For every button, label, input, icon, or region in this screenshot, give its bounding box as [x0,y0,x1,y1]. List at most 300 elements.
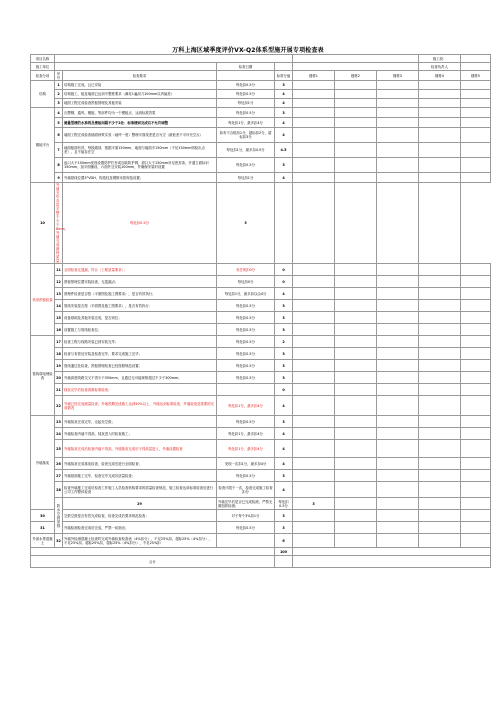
row-score: 0 [275,264,293,276]
building-score-cell[interactable] [461,81,491,90]
table-row [31,384,491,396]
building-score-cell[interactable] [293,348,335,360]
row-requirement: 外墙外检测混凝土检查时完成外墙检查检查表（4%扣分），不足25%扣，超标25%（4%扣分），不足25%扣，超标25%扣，超标25%（4%扣分），不足25%扣 [63,534,217,548]
building-score-cell[interactable] [377,416,419,428]
building-score-cell[interactable] [293,312,335,324]
row-seq: 29 [63,498,217,510]
construction-section-label: 施工段： [419,55,461,63]
building-score-cell[interactable] [335,108,377,118]
building-score-cell[interactable] [419,173,461,183]
building-score-cell[interactable] [335,128,377,143]
building-score-cell[interactable] [293,288,335,300]
building-score-cell[interactable] [275,183,293,264]
building-score-cell[interactable] [335,90,377,99]
building-score-cell[interactable] [419,428,461,440]
row-requirement: 空鼓空鼓是否有效完成检查，检查完成后要求规范检查； [63,510,217,522]
row-requirement: 测量型楼的水准线及楼板间隔不少于2处：标准楼面完成后不允许调整 [63,118,217,128]
building-score-cell[interactable] [461,143,491,158]
table-row [31,428,491,440]
row-requirement: 设备基础及其他安装完成，是否到位； [63,312,217,324]
building-score-cell[interactable] [335,372,377,384]
row-seq: 22 [55,396,63,416]
building-score-cell[interactable] [461,312,491,324]
building-score-cell[interactable] [461,264,491,276]
row-requirement: 结构施工，板及墙面已达到平整度要求（满足1遍刮刀100mm以内偏差） [63,90,217,99]
building-score-cell[interactable] [377,522,419,534]
row-seq: 17 [55,336,63,348]
building-score-cell[interactable] [419,396,461,416]
building-score-cell[interactable] [461,348,491,360]
row-score: 3 [275,324,293,336]
building-score-cell[interactable] [335,81,377,90]
col-seq-header: 序号 [55,71,63,81]
row-requirement: 检查工程与线路安装已到安装完毕； [63,336,217,348]
row-requirement: 外墙完毕各层平整不少于8mm，外墙完成最终质量； [56,183,69,263]
row-standard: 每处扣1分，最多扣4分 [217,118,275,128]
building-score-cell[interactable] [377,324,419,336]
building-score-cell[interactable] [335,440,377,458]
building-score-cell[interactable] [419,534,461,548]
header-row-columns [31,71,491,81]
table-row [31,99,491,108]
building-score-cell[interactable] [419,118,461,128]
section-label: 管线弱电埋检查 [31,336,55,416]
table-row [31,336,491,348]
building-score-cell[interactable] [419,81,461,90]
col-items-header: 检查要求 [63,71,217,81]
building-score-cell[interactable] [293,396,335,416]
row-score: 4.5 [275,143,293,158]
building-score-cell[interactable] [461,300,491,312]
row-requirement: 预埋件检查是否按（平面图及施工图要求），是否有效执行； [63,288,217,300]
building-score-cell[interactable] [377,470,419,482]
building-score-cell[interactable] [293,118,335,128]
total-label: 合计 [31,556,275,568]
building-score-cell[interactable] [377,118,419,128]
row-standard: 每处扣1分，最多扣4.5分 [217,143,275,158]
building-score-cell[interactable] [419,336,461,348]
row-standard: 每处扣0.5分 [217,90,275,99]
building-score-cell[interactable] [335,300,377,312]
row-seq: 20 [55,372,63,384]
building-score-cell[interactable] [461,498,491,510]
row-standard: 每处扣1分 [217,173,275,183]
project-label: 项目名称 [31,55,55,63]
row-standard: 每处扣0.5分 [217,372,275,384]
row-requirement: 外墙抹灰完成完毕，无起壳空鼓； [63,416,217,428]
building-score-cell[interactable] [461,416,491,428]
building-score-cell[interactable] [419,360,461,372]
building-score-cell[interactable] [335,143,377,158]
row-score: 4 [275,90,293,99]
row-score: 3 [275,470,293,482]
building-score-cell[interactable] [293,360,335,372]
header-row-project [31,55,491,63]
building-score-cell[interactable] [377,173,419,183]
section-label: 楼地平台 [31,108,55,183]
row-seq: 10 [31,183,55,264]
building-score-cell[interactable] [335,118,377,128]
building-score-cell[interactable] [419,158,461,173]
building-score-cell[interactable] [377,143,419,158]
building-score-cell[interactable] [419,510,461,522]
building-score-cell[interactable] [419,300,461,312]
building-score-cell[interactable] [293,264,335,276]
building-score-cell[interactable] [335,482,377,498]
building-score-cell[interactable] [377,99,419,108]
building-score-cell[interactable] [419,440,461,458]
check-owner-label: 检查负责人 [419,63,461,71]
table-row [31,458,491,470]
table-row [31,143,491,158]
section-label: 机房预留检查 [31,264,55,336]
building-score-cell[interactable] [377,348,419,360]
building-score-cell[interactable] [377,510,419,522]
building-score-cell[interactable] [377,276,419,288]
building-score-cell[interactable] [419,108,461,118]
building-score-cell[interactable] [461,396,491,416]
table-row [31,510,491,522]
row-seq: 11 [55,264,63,276]
row-standard: 有任何扣0分 [217,264,275,276]
row-seq: 25 [55,440,63,458]
building-score-cell[interactable] [335,360,377,372]
building-score-cell[interactable] [419,99,461,108]
building-score-cell[interactable] [335,264,377,276]
building-score-cell[interactable] [335,183,377,264]
row-standard: 如有不合格扣1分，超标扣2分，超标扣3分 [217,128,275,143]
building-score-cell[interactable] [377,372,419,384]
building-score-cell[interactable] [419,90,461,99]
building-score-cell[interactable] [293,384,335,396]
row-seq: 15 [55,312,63,324]
header-row-unit [31,63,491,71]
row-score: 3 [275,510,293,522]
row-requirement: 管线通过处检查，预留预埋检查已经按照规范设置； [63,360,217,372]
table-row [31,81,491,90]
row-standard: 每处扣0.5分 [217,108,275,118]
table-row [31,264,491,276]
building-score-cell[interactable] [335,99,377,108]
building-score-cell[interactable] [461,128,491,143]
row-score: 4 [275,173,293,183]
building-score-cell[interactable] [293,143,335,158]
row-score: 4 [275,482,293,498]
building-score-cell[interactable] [461,336,491,348]
building-score-cell[interactable] [461,458,491,470]
building-score-cell[interactable] [377,288,419,300]
row-seq: 26 [55,458,63,470]
row-standard: 每处扣1分，最多扣4分 [217,440,275,458]
building-score-cell[interactable] [335,348,377,360]
row-standard [217,384,275,396]
row-requirement: 起口大于150mm发现设置防护栏杆或加装防护网，面口大于150mm补足密封条，开通立面标识150mm，加平面铺设、六面并且安装100mm，并确保安装时设置 [63,158,217,173]
row-seq: 23 [55,416,63,428]
building-score-cell[interactable] [293,428,335,440]
building-score-cell[interactable] [377,498,419,510]
table-row [31,534,491,548]
building-score-cell[interactable] [461,173,491,183]
building-score-cell[interactable] [461,522,491,534]
building-score-cell[interactable] [293,158,335,173]
building-score-cell[interactable] [293,81,335,90]
row-standard: 每处扣0.5分 [275,498,293,510]
building-score-cell[interactable] [377,300,419,312]
building-score-cell[interactable] [419,276,461,288]
table-row [31,300,491,312]
building-score-cell[interactable] [377,458,419,470]
row-seq: 6 [55,128,63,143]
building-score-cell[interactable] [335,276,377,288]
building-score-cell[interactable] [419,384,461,396]
building-score-cell[interactable] [293,482,335,498]
building-score-cell[interactable] [335,384,377,396]
row-standard: 每处扣1分，最多扣以由4分 [217,288,275,300]
table-row [31,470,491,482]
building-score-cell[interactable] [293,416,335,428]
inspection-table [30,54,491,568]
building-score-cell[interactable] [419,522,461,534]
row-seq: 32 [55,534,63,548]
building-score-cell[interactable] [335,396,377,416]
building-score-cell[interactable] [293,510,335,522]
construction-unit-value-cell[interactable] [55,63,217,71]
table-row [31,348,491,360]
building-score-cell[interactable] [419,183,461,264]
building-score-cell[interactable] [293,372,335,384]
table-row [31,183,491,264]
building-score-cell[interactable] [293,99,335,108]
building-score-cell[interactable] [293,534,335,548]
building-score-cell[interactable] [377,384,419,396]
row-score: 3 [275,348,293,360]
table-row [31,90,491,99]
building-score-cell[interactable] [419,482,461,498]
building-score-cell[interactable] [461,470,491,482]
building-score-cell[interactable] [461,118,491,128]
building-score-cell[interactable] [377,108,419,118]
row-standard: 每处扣0分 [217,276,275,288]
building-score-cell[interactable] [293,128,335,143]
building-score-cell[interactable] [419,324,461,336]
building-score-cell[interactable] [377,428,419,440]
building-score-cell[interactable] [419,288,461,300]
row-requirement: 抹灰完毕后检查须做标准检查； [63,384,217,396]
row-seq: 24 [55,428,63,440]
building-score-cell[interactable] [461,440,491,458]
row-requirement: 设置施工与管线检查位； [63,324,217,336]
row-standard: 每处扣1分，最多扣4分 [217,396,275,416]
building-score-cell[interactable] [293,522,335,534]
section-label: 外部水景混凝土 [31,534,55,548]
building-score-cell[interactable] [419,372,461,384]
row-score: 4 [275,458,293,470]
building-score-cell[interactable] [293,300,335,312]
building-score-cell[interactable] [335,534,377,548]
row-requirement: 地面板面有效，每段端部，根据平面150mm，地面与墙面平150mm（不足150mm则检出点差），且不能存在空 [63,143,217,158]
row-requirement: 结构施工完成，且已安装 [63,81,217,90]
row-score: 4 [275,118,293,128]
row-score: 4 [275,288,293,300]
building-score-cell[interactable] [293,336,335,348]
check-date-label: 检查日期 [217,63,275,71]
building-score-cell[interactable] [335,416,377,428]
row-seq: 28 [55,482,63,498]
row-standard [217,534,275,548]
building-score-cell[interactable] [293,276,335,288]
row-standard: 每处扣0.5分 [217,81,275,90]
construction-unit-label: 施工单位 [31,63,55,71]
row-score: 2 [275,336,293,348]
building-score-cell[interactable] [419,312,461,324]
table-row [31,288,491,300]
row-standard: 发现一次扣1分，最多扣4分 [217,458,275,470]
row-seq: 8 [55,158,63,173]
row-score: 3 [275,522,293,534]
building-score-cell[interactable] [293,324,335,336]
building-score-cell[interactable] [293,173,335,183]
row-requirement: 外墙抹灰完成后检查内墙不得高，外墙抹灰完成后不得高层进入，外墙设置检查 [63,440,217,458]
building-score-cell[interactable] [335,288,377,300]
building-score-cell[interactable] [293,470,335,482]
building-score-cell[interactable] [377,183,419,264]
building-score-cell[interactable] [335,312,377,324]
building-score-cell[interactable] [293,183,335,264]
building-score-cell[interactable] [335,458,377,470]
col-points-header: 标准分值 [275,71,293,81]
building-score-cell[interactable] [419,143,461,158]
row-seq: 2 [55,90,63,99]
building-score-cell[interactable] [461,384,491,396]
row-seq: 12 [55,276,63,288]
row-standard: 每处扣1分，最多扣4分 [217,428,275,440]
building-score-cell[interactable] [419,416,461,428]
row-score: 3 [217,183,275,264]
row-standard: 每处扣0.5分 [217,300,275,312]
building-score-cell[interactable] [461,360,491,372]
row-standard: 每处扣0.5分 [217,470,275,482]
building-score-cell[interactable] [335,498,377,510]
footer-row [31,556,491,568]
building-score-cell[interactable] [461,90,491,99]
building-score-cell[interactable] [293,440,335,458]
row-standard: 每处扣0.5分 [217,360,275,372]
building-score-cell[interactable] [461,428,491,440]
section-label: 外墙抹灰 [31,416,55,510]
project-value-cell[interactable] [55,55,293,63]
building-score-cell[interactable] [335,510,377,522]
building-score-cell[interactable] [335,158,377,173]
building-score-cell[interactable] [335,522,377,534]
building-score-cell[interactable] [377,440,419,458]
row-standard: 每处扣0.5分 [217,158,275,173]
building-score-cell[interactable] [419,498,461,510]
building-score-cell[interactable] [419,264,461,276]
row-score: 4 [275,396,293,416]
row-seq: 4 [55,108,63,118]
building-score-cell[interactable] [293,108,335,118]
row-score: 3 [275,372,293,384]
row-score: 3 [275,108,293,118]
building-score-cell[interactable] [335,324,377,336]
building-score-cell[interactable] [461,510,491,522]
building-score-cell[interactable] [461,158,491,173]
building-score-cell[interactable] [461,482,491,498]
building-score-cell[interactable] [419,128,461,143]
building-score-cell[interactable] [461,99,491,108]
row-requirement: 外墙完毕后是否已完成检测，严禁无照组织检测； [217,498,275,510]
building-4-header: 楼栋4 [419,71,461,81]
row-seq: 16 [55,324,63,336]
building-score-cell[interactable] [335,428,377,440]
building-score-cell[interactable] [335,336,377,348]
building-score-cell[interactable] [377,396,419,416]
building-score-cell[interactable] [377,90,419,99]
building-score-cell[interactable] [461,534,491,548]
building-score-cell[interactable] [335,470,377,482]
row-requirement: 全面检查无遗漏，符合（工程质量要求）； [63,264,217,276]
building-score-cell[interactable] [335,173,377,183]
building-score-cell[interactable] [461,372,491,384]
row-score: 3 [275,416,293,428]
building-score-cell[interactable] [293,458,335,470]
building-score-cell[interactable] [377,264,419,276]
building-score-cell[interactable] [293,90,335,99]
row-seq: 27 [55,470,63,482]
row-requirement: 外墙抹灰完成抹灰检查，检查完成后进行全面检查； [63,458,217,470]
row-score: 4 [275,428,293,440]
table-row [31,276,491,288]
building-score-cell[interactable] [461,324,491,336]
row-requirement: 检查外墙施工完成后检查工作施工人员检查机构要求的质量检查规范，施工检查达到标准检查后进行公司工作整体检查 [63,482,217,498]
building-score-cell[interactable] [377,128,419,143]
col-standard-header [217,71,275,81]
building-score-cell[interactable] [377,158,419,173]
building-score-cell[interactable] [377,336,419,348]
building-2-header: 楼栋2 [335,71,377,81]
building-score-cell[interactable] [461,288,491,300]
building-score-cell[interactable] [419,470,461,482]
building-score-cell[interactable] [377,312,419,324]
row-seq: 18 [55,348,63,360]
table-row [31,324,491,336]
row-standard: 每处扣0.5分 [217,312,275,324]
building-score-cell[interactable] [419,348,461,360]
building-score-cell[interactable] [377,534,419,548]
row-seq: 30 [31,510,55,522]
row-requirement: 外墙基面施工完毕，检查完毕完成后质量检查； [63,470,217,482]
building-score-cell[interactable] [377,81,419,90]
building-score-cell[interactable] [377,482,419,498]
table-row [31,522,491,534]
row-score: 3 [293,498,335,510]
row-score: 3 [275,300,293,312]
building-score-cell[interactable] [377,360,419,372]
row-seq: 9 [55,173,63,183]
row-standard: 每处扣0.5分 [217,416,275,428]
table-row [31,396,491,416]
table-row [31,118,491,128]
section-label: 结构 [31,81,55,108]
table-row [31,158,491,173]
row-seq: 21 [55,384,63,396]
building-score-cell[interactable] [461,276,491,288]
table-row [31,312,491,324]
building-3-header: 楼栋3 [377,71,419,81]
building-score-cell[interactable] [461,108,491,118]
row-score: 4 [275,99,293,108]
building-score-cell[interactable] [419,458,461,470]
